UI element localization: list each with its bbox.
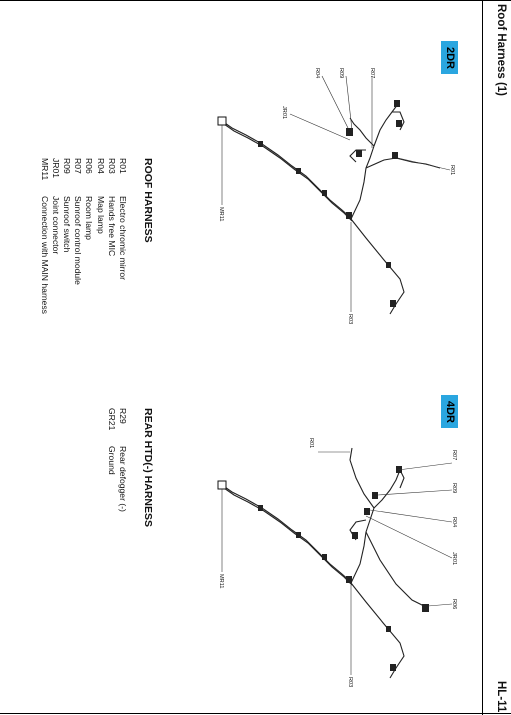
label-4dr-jr01: JR01: [451, 552, 457, 566]
connector-mr11-4dr: [218, 481, 226, 489]
label-4dr-r09: R09: [451, 483, 457, 494]
harness-4dr: [222, 448, 428, 678]
clips: [258, 100, 429, 671]
clip: [390, 664, 396, 671]
label-2dr-r07: R07: [369, 68, 375, 79]
clip: [372, 492, 378, 499]
label-4dr-r06: R06: [451, 599, 457, 610]
clip: [386, 626, 391, 632]
leader-lines: [222, 76, 452, 675]
harness-2dr: [222, 104, 440, 314]
connector-mr11-2dr: [218, 117, 226, 125]
clip: [296, 168, 301, 174]
page-title: Roof Harness (1): [495, 4, 507, 97]
clip: [296, 532, 301, 538]
legend-row: MR11Connection with MAIN harness: [39, 158, 50, 314]
roof-harness-title: ROOF HARNESS: [142, 158, 154, 243]
clip: [352, 532, 358, 539]
clip: [392, 152, 398, 159]
label-2dr-r09: R09: [338, 68, 344, 79]
legend-row: GR21Ground: [106, 408, 117, 475]
label-4dr-r04: R04: [451, 517, 457, 528]
legend-row: R29Rear defogger (-): [118, 408, 128, 512]
label-4dr-r01: R01: [308, 438, 314, 449]
clip: [322, 554, 327, 560]
clip: [396, 120, 402, 127]
label-4dr-r07: R07: [451, 450, 457, 461]
label-2dr-r01: R01: [449, 165, 455, 176]
clip: [386, 262, 391, 268]
legend-row: R04Map lamp: [95, 158, 106, 234]
page-number: HL-11: [495, 681, 507, 713]
clip: [346, 576, 352, 583]
clip: [394, 100, 400, 107]
label-2dr-r03: R03: [347, 314, 353, 325]
label-4dr-mr11: MR11: [218, 574, 224, 589]
legend-row: JR01Joint connector: [50, 158, 61, 255]
clip: [258, 141, 263, 147]
legend-row: R07Sunroof control module: [73, 158, 84, 285]
legend-row: R03Hands free MIC: [106, 158, 117, 257]
clip: [356, 150, 362, 157]
label-2dr-r04: R04: [314, 68, 320, 79]
badge-4dr-label: 4DR: [443, 400, 456, 423]
legend-row: R01Electro chromic mirror: [118, 158, 128, 281]
clip: [364, 508, 370, 515]
rear-htd-harness-legend: [106, 408, 154, 527]
badge-2dr-label: 2DR: [443, 46, 456, 69]
clip: [422, 604, 429, 612]
clip: [322, 190, 327, 196]
label-2dr-mr11: MR11: [218, 207, 224, 222]
clip: [346, 212, 352, 219]
rear-htd-harness-title: REAR HTD(-) HARNESS: [142, 408, 154, 527]
label-4dr-r03: R03: [347, 677, 353, 688]
legend-row: R06Room lamp: [84, 158, 95, 240]
clip: [258, 505, 263, 511]
label-2dr-jr01: JR01: [281, 106, 287, 120]
clip: [390, 300, 396, 307]
roof-harness-legend: [38, 158, 154, 314]
legend-row: R09Sunroof switch: [61, 158, 72, 253]
